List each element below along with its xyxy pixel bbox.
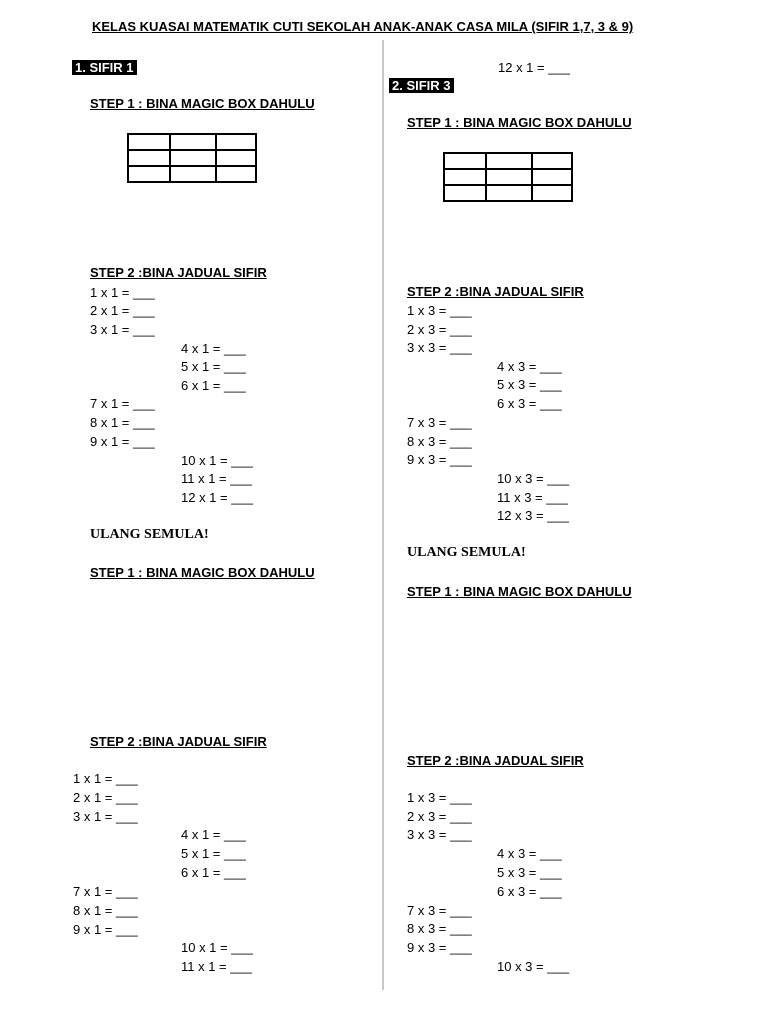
multiplication-row: 4 x 3 = ___ <box>497 359 562 374</box>
multiplication-row: 11 x 1 = ___ <box>181 959 252 974</box>
magic-box-cell <box>216 166 256 182</box>
multiplication-row: 4 x 1 = ___ <box>181 341 246 356</box>
magic-box-grid <box>127 133 257 183</box>
step1-heading: STEP 1 : BINA MAGIC BOX DAHULU <box>407 584 632 599</box>
magic-box-cell <box>532 153 572 169</box>
magic-box-cell <box>170 150 216 166</box>
magic-box-cell <box>486 153 532 169</box>
multiplication-row: 8 x 1 = ___ <box>73 903 138 918</box>
step1-heading: STEP 1 : BINA MAGIC BOX DAHULU <box>90 96 315 111</box>
multiplication-row: 10 x 1 = ___ <box>181 453 253 468</box>
multiplication-row: 12 x 1 = ___ <box>498 60 570 75</box>
multiplication-row: 1 x 3 = ___ <box>407 790 472 805</box>
magic-box-cell <box>216 150 256 166</box>
multiplication-row: 2 x 1 = ___ <box>90 303 155 318</box>
step1-heading: STEP 1 : BINA MAGIC BOX DAHULU <box>90 565 315 580</box>
multiplication-row: 3 x 1 = ___ <box>73 809 138 824</box>
multiplication-row: 4 x 1 = ___ <box>181 827 246 842</box>
magic-box-grid <box>443 152 573 202</box>
magic-box-cell <box>486 169 532 185</box>
column-divider <box>382 40 384 990</box>
multiplication-row: 2 x 3 = ___ <box>407 809 472 824</box>
multiplication-row: 5 x 1 = ___ <box>181 359 246 374</box>
multiplication-row: 7 x 1 = ___ <box>90 396 155 411</box>
multiplication-row: 6 x 3 = ___ <box>497 884 562 899</box>
multiplication-row: 12 x 3 = ___ <box>497 508 569 523</box>
multiplication-row: 11 x 1 = ___ <box>181 471 252 486</box>
multiplication-row: 10 x 3 = ___ <box>497 471 569 486</box>
magic-box-cell <box>444 153 486 169</box>
section-label-sifir-1: 1. SIFIR 1 <box>72 60 137 75</box>
repeat-heading: ULANG SEMULA! <box>407 545 526 560</box>
multiplication-row: 8 x 3 = ___ <box>407 434 472 449</box>
multiplication-row: 7 x 3 = ___ <box>407 415 472 430</box>
multiplication-row: 1 x 1 = ___ <box>90 285 155 300</box>
multiplication-row: 9 x 1 = ___ <box>90 434 155 449</box>
multiplication-row: 3 x 3 = ___ <box>407 340 472 355</box>
multiplication-row: 9 x 3 = ___ <box>407 940 472 955</box>
multiplication-row: 8 x 1 = ___ <box>90 415 155 430</box>
multiplication-row: 5 x 3 = ___ <box>497 377 562 392</box>
magic-box-cell <box>170 166 216 182</box>
multiplication-row: 7 x 3 = ___ <box>407 903 472 918</box>
magic-box-cell <box>128 134 170 150</box>
multiplication-row: 6 x 1 = ___ <box>181 378 246 393</box>
page-title: KELAS KUASAI MATEMATIK CUTI SEKOLAH ANAK-ANAK CASA MILA (SIFIR 1,7, 3 & 9) <box>92 19 634 34</box>
multiplication-row: 10 x 1 = ___ <box>181 940 253 955</box>
multiplication-row: 6 x 3 = ___ <box>497 396 562 411</box>
multiplication-row: 6 x 1 = ___ <box>181 865 246 880</box>
multiplication-row: 9 x 3 = ___ <box>407 452 472 467</box>
magic-box-cell <box>486 185 532 201</box>
multiplication-row: 12 x 1 = ___ <box>181 490 253 505</box>
multiplication-row: 1 x 3 = ___ <box>407 303 472 318</box>
multiplication-row: 4 x 3 = ___ <box>497 846 562 861</box>
multiplication-row: 5 x 1 = ___ <box>181 846 246 861</box>
multiplication-row: 1 x 1 = ___ <box>73 771 138 786</box>
magic-box-cell <box>128 150 170 166</box>
multiplication-row: 2 x 3 = ___ <box>407 322 472 337</box>
magic-box-cell <box>532 185 572 201</box>
step1-heading: STEP 1 : BINA MAGIC BOX DAHULU <box>407 115 632 130</box>
magic-box-cell <box>532 169 572 185</box>
step2-heading: STEP 2 :BINA JADUAL SIFIR <box>407 284 584 299</box>
multiplication-row: 5 x 3 = ___ <box>497 865 562 880</box>
step2-heading: STEP 2 :BINA JADUAL SIFIR <box>407 753 584 768</box>
section-label-sifir-3: 2. SIFIR 3 <box>389 78 454 93</box>
step2-heading: STEP 2 :BINA JADUAL SIFIR <box>90 265 267 280</box>
multiplication-row: 8 x 3 = ___ <box>407 921 472 936</box>
multiplication-row: 9 x 1 = ___ <box>73 922 138 937</box>
magic-box-cell <box>444 169 486 185</box>
magic-box-cell <box>170 134 216 150</box>
magic-box-cell <box>128 166 170 182</box>
step2-heading: STEP 2 :BINA JADUAL SIFIR <box>90 734 267 749</box>
multiplication-row: 11 x 3 = ___ <box>497 490 568 505</box>
multiplication-row: 7 x 1 = ___ <box>73 884 138 899</box>
magic-box-cell <box>444 185 486 201</box>
magic-box-cell <box>216 134 256 150</box>
repeat-heading: ULANG SEMULA! <box>90 527 209 542</box>
multiplication-row: 3 x 3 = ___ <box>407 827 472 842</box>
multiplication-row: 3 x 1 = ___ <box>90 322 155 337</box>
multiplication-row: 2 x 1 = ___ <box>73 790 138 805</box>
multiplication-row: 10 x 3 = ___ <box>497 959 569 974</box>
